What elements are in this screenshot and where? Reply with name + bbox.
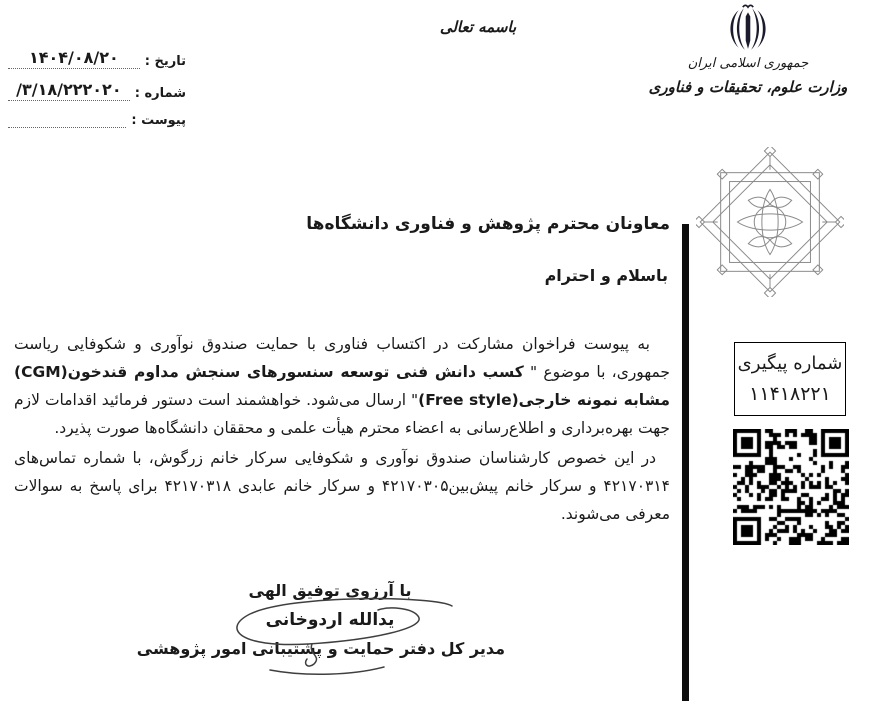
recipient-heading: معاونان محترم پژوهش و فناوری دانشگاه‌ها — [306, 214, 670, 234]
attachment-label: پیوست : — [131, 113, 186, 128]
arabesque-medallion-icon — [696, 147, 844, 297]
date-label: تاریخ : — [144, 54, 186, 69]
signatory-title: مدیر کل دفتر حمایت و پشتیبانی امور پژوهشی — [136, 639, 505, 658]
tracking-number-label: شماره پیگیری — [737, 352, 843, 374]
attachment-row — [8, 112, 186, 128]
iran-national-emblem-icon — [723, 3, 773, 53]
date-row — [8, 48, 186, 69]
signature-block — [136, 581, 505, 658]
paragraph-subject-start: به پیوست فراخوان مشارکت در اکتساب فناوری با حمایت صندوق نوآوری و شکوفایی ریاست جمهوری، با موضوع " — [14, 334, 671, 381]
tracking-number-value: ۱۱۴۱۸۲۲۱ — [749, 383, 831, 406]
attachment-value — [8, 112, 126, 128]
date-value: ۱۴۰۴/۰۸/۲۰ — [8, 48, 140, 69]
paragraph-contacts: در این خصوص کارشناسان صندوق نوآوری و شکوفایی سرکار خانم زرگوش، با شماره تماس‌های ۴۲۱۷۰۳۱۴ و سرکار خانم پیش‌بین۴۲۱۷۰۳۰۵ و سرکار خانم عابدی ۴۲۱۷۰۳۱۸ برای پاسخ به سوالات معرفی می‌شوند. — [14, 448, 671, 523]
number-row — [8, 80, 186, 101]
paragraph-subject-end: " ارسال می‌شود. خواهشمند است دستور فرمائید اقدامات لازم جهت بهره‌برداری و اطلاع‌رسانی به اعضاء محترم هیأت علمی و محققان دانشگاه‌ها صورت پذیرد. — [14, 390, 670, 437]
country-title: جمهوری اسلامی ایران — [687, 56, 809, 71]
tracking-number-box — [734, 342, 846, 416]
paragraph-subject-bold: کسب دانش فنی توسعه سنسورهای سنجش مداوم قندخون(CGM) مشابه نمونه خارجی(Free style) — [14, 362, 670, 409]
qr-code-icon — [733, 429, 849, 545]
right-margin-rule — [682, 224, 689, 701]
signatory-name: یدالله اردوخانی — [265, 610, 395, 630]
bismillah-heading: باسمه تعالی — [439, 18, 517, 36]
government-header — [635, 3, 861, 96]
salutation: باسلام و احترام — [544, 266, 668, 285]
signature-wish-line: با آرزوی توفیق الهی — [248, 581, 412, 600]
number-value: /۳/۱۸/۲۲۲۰۲۰ — [8, 80, 130, 101]
number-label: شماره : — [134, 86, 186, 101]
ministry-title: وزارت علوم، تحقیقات و فناوری — [648, 78, 848, 96]
paragraph-subject — [14, 330, 670, 442]
